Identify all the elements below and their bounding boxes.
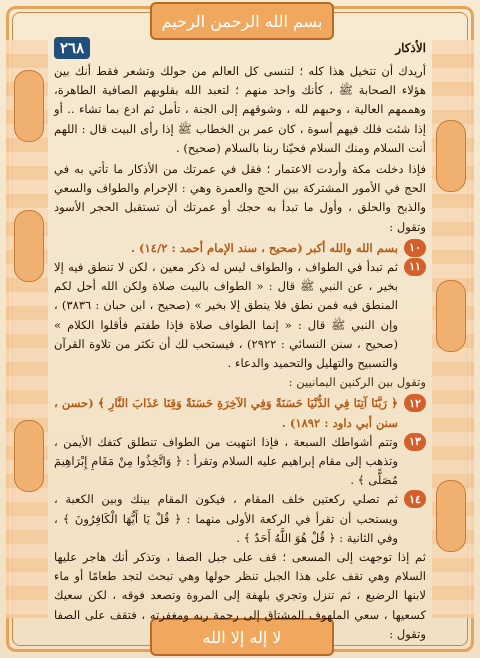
item-number: ١٠ <box>404 239 426 257</box>
item-number: ١٢ <box>404 394 426 412</box>
dhikr-item-13 <box>54 433 426 491</box>
item-text: ثم تصلي ركعتين خلف المقام ، فيكون المقام بينك وبين الكعبة ، ويستحب أن تقرأ في الركعة الأولى منهما : ﴿ قُلْ يَا أَيُّهَا الْكَافِرُونَ ﴾ ، وفي الثانية : ﴿ قُلْ هُوَ اللَّهُ أَحَدٌ ﴾ . <box>54 492 398 545</box>
right-ornament-1 <box>436 120 466 192</box>
left-ornament-2 <box>14 210 44 282</box>
right-ornament-3 <box>436 480 466 552</box>
item-number: ١٣ <box>404 433 426 451</box>
top-cartouche-text: بسم الله الرحمن الرحيم <box>161 11 323 31</box>
item-number: ١٤ <box>404 490 426 508</box>
section-title: الأذكار <box>395 41 426 55</box>
item-text: وتتم أشواطك السبعة ، فإذا انتهيت من الطواف تنطلق كتفك الأيمن ، وتذهب إلى مقام إبراهيم عليه السلام وتقرأ : ﴿ وَاتَّخِذُوا مِنْ مَقَامِ إِبْرَاهِيمَ مُصَلًّى ﴾ . <box>54 434 398 488</box>
between-yamani-intro: وتقول بين الركنين اليمانيين : <box>288 375 426 390</box>
page-number: ٢٦٨ <box>54 37 90 59</box>
left-ornament-3 <box>14 420 44 492</box>
item-text: ﴿ رَبَّنَا آتِنَا فِي الدُّنْيَا حَسَنَةً وَفِي الآخِرَةِ حَسَنَةً وَقِنَا عَذَابَ النَّارِ ﴾ (حسن ، سنن أبي داود : ١٨٩٢) . <box>54 396 398 430</box>
top-cartouche <box>150 2 334 40</box>
dhikr-item-10 <box>54 239 426 258</box>
paragraph-1: أريدك أن تتخيل هذا كله ؛ لتنسى كل العالم من حولك وتشعر فقط أنك بين هؤلاء الصحابة ﷺ ، كأنك واحد منهم ؛ لتعبد الله بقلوبهم الصافية الطاهرة، وهممهم العالية ، وحبهم لله ، وشوقهم إلى الجنة ، تأمل ثم ادع بما تشاء .. أو إذا شئت فلك فيهم أسوة ، كان عمر بن الخطاب ﷺ إذا رأى البيت قال : اللهم أنت السلام ومنك السلام فحيّنا ربنا بالسلام (صحيح) . <box>54 64 426 155</box>
paragraph-2: فإذا دخلت مكة وأردت الاعتمار ؛ فقل في عمرتك من الأذكار ما تأتي به في الحج في الأمور المشتركة بين الحج والعمرة وهي : الإحرام والطواف والسعي والذبح والحلق ، وأول ما تبدأ به حجك أو عمرتك أن تستقبل الحجر الأسود وتقول : <box>54 162 426 234</box>
safa-paragraph: ثم إذا توجهت إلى المسعى ؛ قف على جبل الصفا ، وتذكر أنك هاجر عليها السلام وهي تقف على هذا الجبل تنظر حولها وهي تبحث لتجد طعامًا أو ماء لابنها الرضيع ، ثم تنزل وتجري بلهفة إلى المروة وتصعد فوقه ، لكن سعيك كسعيها ، سعي الملهوف المشتاق إلى رحمة ربه ومغفرته ، فتقف على الصفا وتقول : <box>54 550 426 641</box>
right-ornament-2 <box>436 280 466 352</box>
item-text: ثم تبدأ في الطواف ، والطواف ليس له ذكر معين ، لكن لا تنطق فيه إلا بخير ، عن النبي ﷺ قال : « الطواف بالبيت صلاة ولكن الله أحل لكم المنطق فيه فمن نطق فلا ينطق إلا بخير » (صحيح ، ابن حبان : ٣٨٣٦) ، وإن النبي ﷺ قال : « إنما الطواف صلاة فإذا طفتم فأقلوا الكلام » (صحيح ، سنن النسائي : ٢٩٢٢) ، فيستحب لك أن تكثر من تلاوة القرآن والتسبيح والتهليل والتحميد والدعاء . <box>54 260 399 371</box>
dhikr-item-12 <box>54 394 426 432</box>
dhikr-item-11 <box>54 258 426 373</box>
page-header <box>54 36 426 60</box>
item-number: ١١ <box>404 258 426 276</box>
item-text: بسم الله والله أكبر (صحيح ، سند الإمام أحمد : ١٤/٢) . <box>130 240 398 255</box>
left-ornament-1 <box>14 70 44 142</box>
dhikr-item-14 <box>54 490 426 548</box>
bottom-cartouche-text: لا إله إلا الله <box>202 627 282 647</box>
